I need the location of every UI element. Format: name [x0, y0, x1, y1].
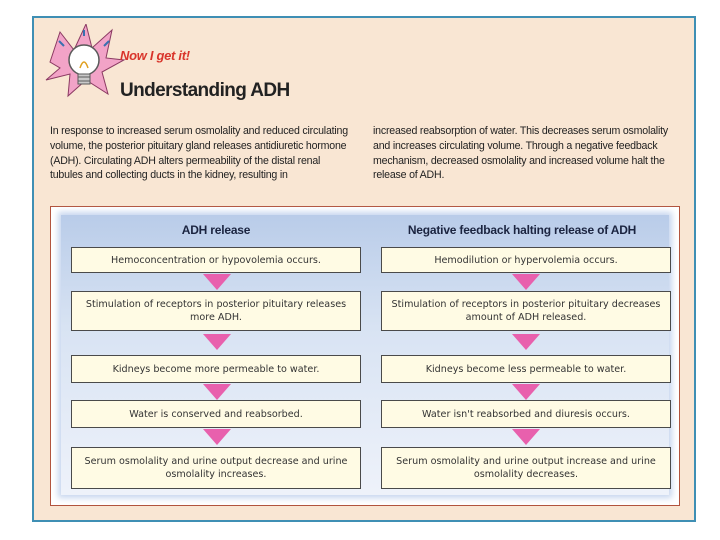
- adh-step-4: Water is conserved and reabsorbed.: [71, 400, 361, 428]
- feedback-step-4: Water isn't reabsorbed and diuresis occurs.: [381, 400, 671, 428]
- page-title: Understanding ADH: [120, 80, 290, 101]
- adh-release-header: ADH release: [181, 223, 251, 237]
- down-arrow-icon: [203, 384, 231, 400]
- tagline: Now I get it!: [120, 48, 190, 63]
- flow-diagram: [50, 206, 680, 506]
- lightbulb-icon: [40, 24, 130, 104]
- down-arrow-icon: [512, 429, 540, 445]
- adh-step-2: Stimulation of receptors in posterior pituitary releases more ADH.: [71, 291, 361, 331]
- down-arrow-icon: [203, 274, 231, 290]
- feedback-step-5: Serum osmolality and urine output increase and urine osmolality decreases.: [381, 447, 671, 489]
- adh-step-1: Hemoconcentration or hypovolemia occurs.: [71, 247, 361, 273]
- down-arrow-icon: [203, 334, 231, 350]
- feedback-step-1: Hemodilution or hypervolemia occurs.: [381, 247, 671, 273]
- feedback-step-2: Stimulation of receptors in posterior pituitary decreases amount of ADH released.: [381, 291, 671, 331]
- intro-left-column: In response to increased serum osmolality and reduced circulating volume, the posterior pituitary gland releases antidiuretic hormone (ADH). Circulating ADH alters permeability of the distal renal tubules and collecting ducts in the kidney, resulting in: [50, 125, 348, 182]
- adh-step-5: Serum osmolality and urine output decrease and urine osmolality increases.: [71, 447, 361, 489]
- down-arrow-icon: [512, 274, 540, 290]
- negative-feedback-header: Negative feedback halting release of ADH: [407, 223, 637, 237]
- intro-right-column: increased reabsorption of water. This decreases serum osmolality and increases circulating volume. Through a negative feedback mechanism, decreased osmolality and increased volume halt the release of ADH.: [373, 125, 668, 182]
- adh-step-3: Kidneys become more permeable to water.: [71, 355, 361, 383]
- down-arrow-icon: [512, 334, 540, 350]
- down-arrow-icon: [512, 384, 540, 400]
- down-arrow-icon: [203, 429, 231, 445]
- info-card: [32, 16, 696, 522]
- feedback-step-3: Kidneys become less permeable to water.: [381, 355, 671, 383]
